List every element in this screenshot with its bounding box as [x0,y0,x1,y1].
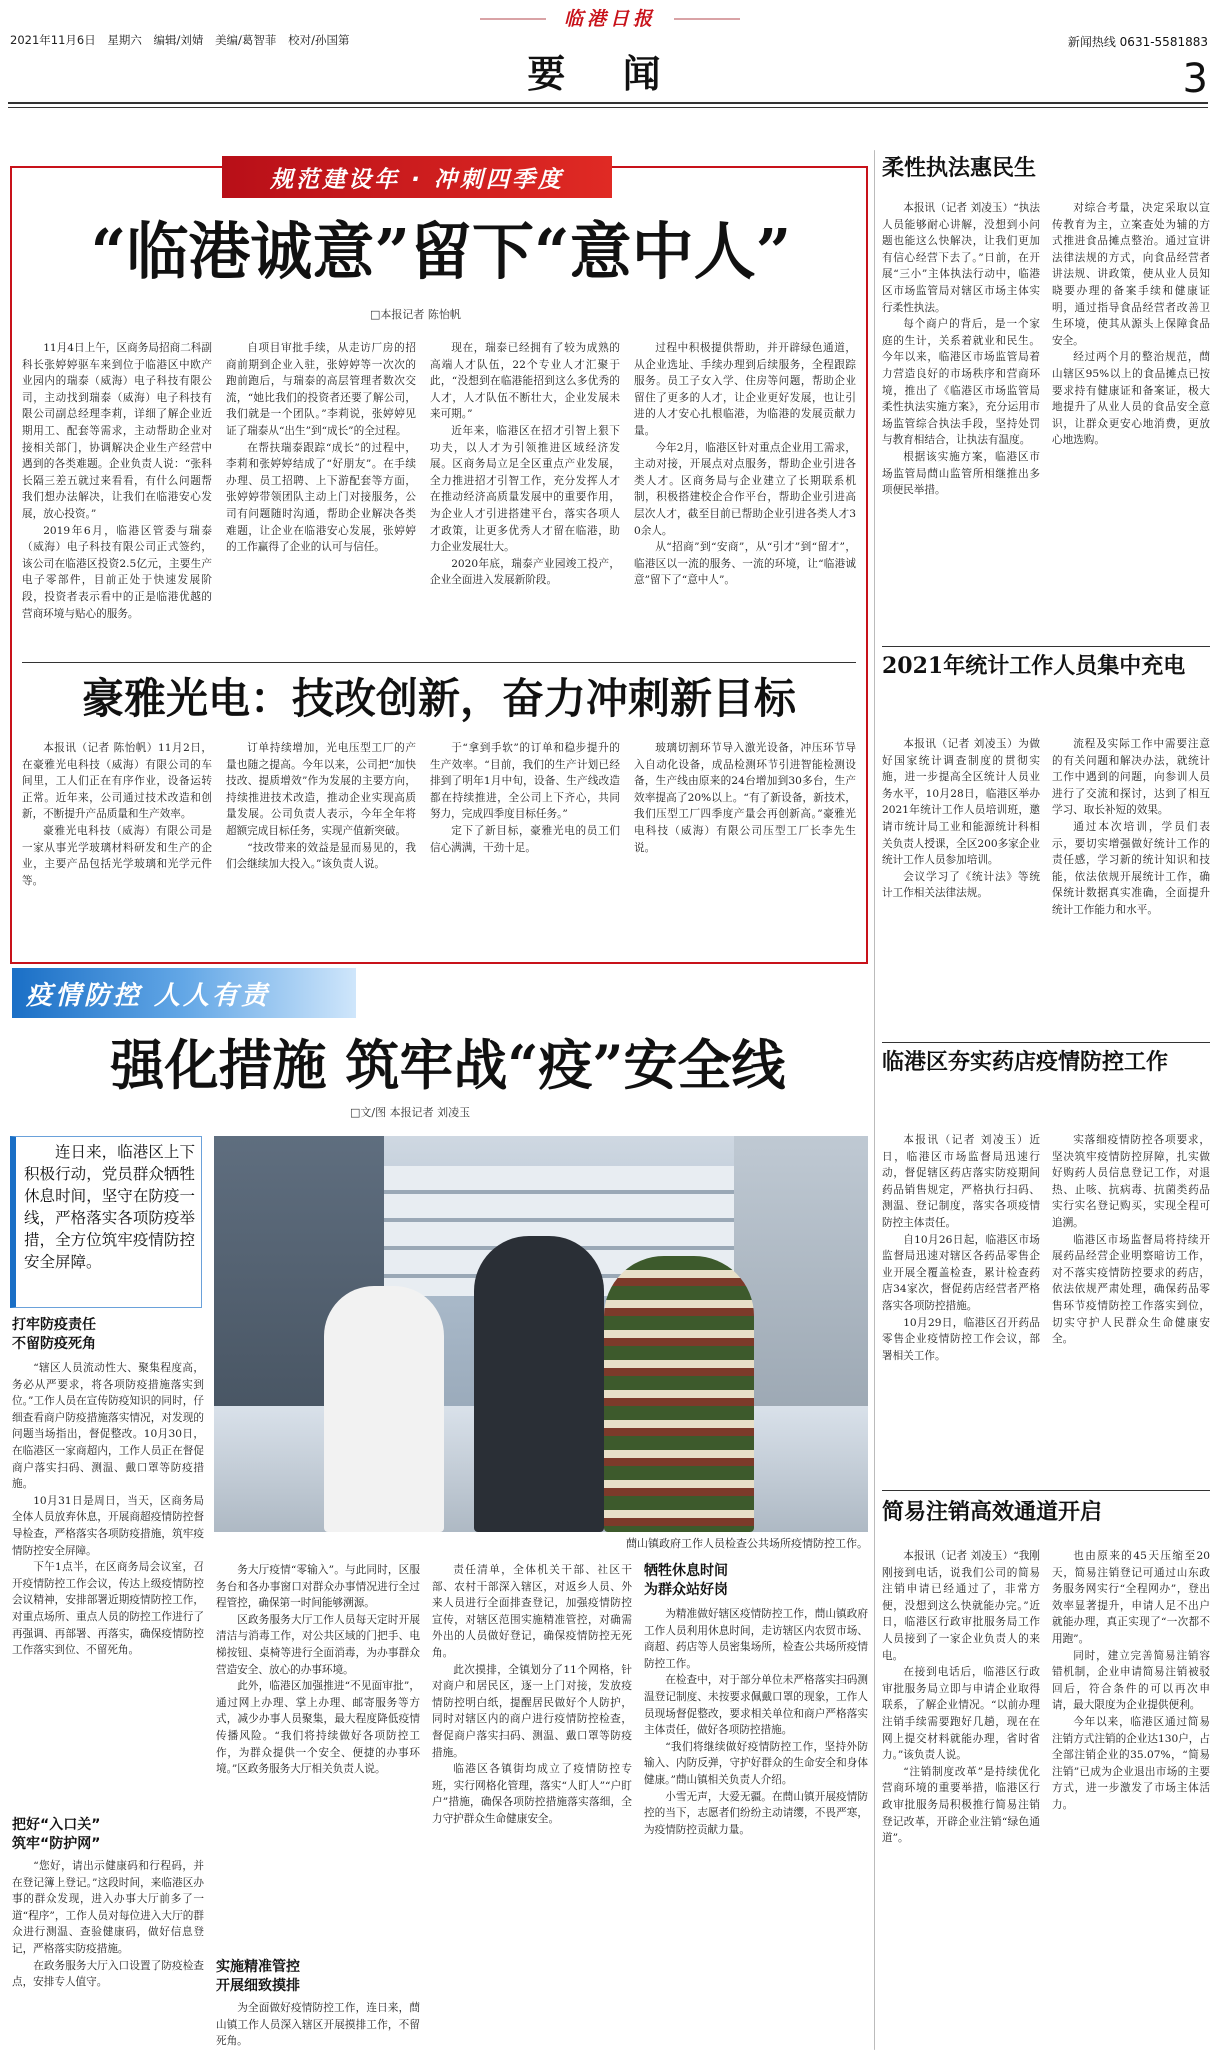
epidemic-subhead-2 [12,1816,202,1856]
epidemic-subhead-4 [216,1958,420,1998]
epidemic-column-2: 务大厅疫情“零输入”。与此同时，区服务台和各办事窗口对群众办事情况进行全过程管控，确保第一时间能够溯源。 区政务服务大厅工作人员每天定时开展清洁与消毒工作，对公共区域的门把手、电梯按钮、桌椅等进行全面消毒，为办事群众营造安全、放心的办事环境。 此外，临港区加强推进“不见面审批”，通过网上办理、掌上办理、邮寄服务等方式，减少办事人员聚集，最大程度降低疫情传播风险。“我们将持续做好各项防控工作，为群众提供一个安全、便捷的办事环境。”区政务服务大厅相关负责人说。 [216,1564,420,1776]
photo-person-official-stripes [604,1256,754,1532]
sidebar-story1-column-2: 对综合考量，决定采取以宣传教育为主，立案查处为辅的方式推进食品摊点整治。通过宣讲法律法规的方式，向食品经营者讲法规、讲政策，使从业人员知晓要办理的备案手续和健康证明，通过指导食品经营者改善卫生环境，使其从源头上保障食品安全。 经过两个月的整治规范，蔄山辖区95%以上的食品摊点已按要求持有健康证和备案证，极大地提升了从业人员的食品安全意识，让群众更安心地消费，更放心地选购。 [1052,202,1210,447]
epidemic-subhead-1-line1: 打牢防疫责任 [12,1317,96,1333]
page-number: 3 [1182,56,1208,102]
epidemic-byline: □文/图 本报记者 刘凌玉 [350,1106,471,1119]
section-title: 要 闻 [527,51,683,96]
sidebar-divider-2 [882,1042,1210,1043]
lead-story-column-3: 现在，瑞泰已经拥有了较为成熟的高端人才队伍，22个专业人才汇聚于此，“没想到在临港能招到这么多优秀的人才，人才队伍不断壮大，企业发展未来可期。” 近年来，临港区在招才引智上狠下功夫，以人才为引领推进区域经济发展。区商务局立足全区重点产业发展，全力推进招才引智工作，充分发挥人才在推动经济高质量发展中的重要作用，为企业人才引进搭建平台，落实各项人才政策，让更多优秀人才留在临港，助力企业发展壮大。 2020年底，瑞泰产业园竣工投产，企业全面进入发展新阶段。 [430,342,620,587]
epidemic-lead-box [10,1136,202,1308]
lead-story-headline: “临港诚意”留下“意中人” [90,215,792,288]
story2-column-1: 本报讯（记者 陈怡帆）11月2日，在豪雅光电科技（威海）有限公司的车间里，工人们正在有序作业，设备运转正常。近年来，公司通过技术改造和创新，不断提升产品质量和生产效率。 豪雅光电科技（威海）有限公司是一家从事光学玻璃材料研发和生产的企业，主要产品包括光学玻璃和光学元件等。 [22,742,212,887]
lead-story-kicker: 规范建设年 · 冲刺四季度 [222,156,612,198]
epidemic-kicker: 疫情防控 人人有责 [12,968,356,1018]
lead-story-column-2: 自项目审批手续，从走访厂房的招商前期到企业入驻，张婷婷等一次次的跑前跑后，与瑞泰的高层管理者数次交流，“她比我们的投资者还要了解公司，我们就是一个团队。”李莉说，张婷婷见证了瑞泰从“出生”到“成长”的全过程。 在帮扶瑞泰跟踪“成长”的过程中，李莉和张婷婷结成了“好朋友”。在手续办理、员工招聘、上下游配套等方面，张婷婷带领团队主动上门对接服务，公司有问题随时沟通，帮助企业解决各类难题，让企业在临港安心发展，张婷婷的工作赢得了企业的认可与信任。 [226,342,416,554]
lead-story-byline: □本报记者 陈怡帆 [370,308,461,321]
proofreader-credit: 校对/孙国第 [288,33,350,47]
photo-person-official-dark [474,1236,604,1532]
epidemic-subhead-1-line2: 不留防疫死角 [12,1336,96,1352]
epidemic-subhead-2-line1: 把好“入口关” [12,1817,101,1833]
epidemic-subhead-4-line2: 开展细致摸排 [216,1978,300,1994]
lead-story-column-1: 11月4日上午，区商务局招商二科副科长张婷婷驱车来到位于临港区中欧产业园内的瑞泰（威海）电子科技有限公司，主动找到瑞泰（威海）电子科技有限公司副总经理李莉，详细了解企业近期用工、配套等需求，主动帮助企业对接相关部门，协调解决企业生产经营中遇到的各类难题。企业负责人说：“张科长隔三差五就过来看看，有什么问题帮我们想办法解决，让我们在临港安心发展，放心投资。” 2019年6月，临港区管委与瑞泰（威海）电子科技有限公司正式签约，该公司在临港区投资2.5亿元，主要生产电子零部件，目前正处于快速发展阶段，投资者表示看中的正是临港优越的营商环境与贴心的服务。 [22,342,212,620]
logo-ornament-right [674,18,740,20]
story2-column-2: 订单持续增加，光电压型工厂的产量也随之提高。今年以来，公司把“加快技改、提质增效”作为发展的主要方向，持续推进技术改造，推动企业实现高质量发展。公司负责人表示，今年全年将超额完成目标任务，实现产值新突破。 “技改带来的效益是显而易见的，我们会继续加大投入。”该负责人说。 [226,742,416,871]
sidebar-story2-column-1: 本报讯（记者 刘凌玉）为做好国家统计调查制度的贯彻实施，进一步提高全区统计人员业务水平，10月28日，临港区举办2021年统计工作人员培训班，邀请市统计局工业和能源统计科相关负责人授课，全区200多家企业统计工作人员参加培训。 会议学习了《统计法》等统计工作相关法律法规。 [882,738,1040,900]
epidemic-column-2b: 为全面做好疫情防控工作，连日来，蔄山镇工作人员深入辖区开展摸排工作，不留死角。 [216,2002,420,2048]
epidemic-subhead-1 [12,1316,202,1356]
sidebar-story3-column-1: 本报讯（记者 刘凌玉）近日，临港区市场监督局迅速行动，督促辖区药店落实防疫期间药品销售规定，严格执行扫码、测温、登记制度，落实各项疫情防控主体责任。 自10月26日起，临港区市场监督局迅速对辖区各药品零售企业开展全覆盖检查，累计检查药店34家次，督促药店经营者严格落实各项防控措施。 10月29日，临港区召开药品零售企业疫情防控工作会议，部署相关工作。 [882,1134,1040,1362]
sidebar-story2-title: 2021年统计工作人员集中充电 [882,653,1186,679]
sidebar-story3-column-2: 实落细疫情防控各项要求，坚决筑牢疫情防控屏障，扎实做好购药人员信息登记工作，对退热、止咳、抗病毒、抗菌类药品实行实名登记购买，实现全程可追溯。 临港区市场监督局将持续开展药品经营企业明察暗访工作，对不落实疫情防控要求的药店，依法依规严肃处理，确保药品零售环节疫情防控工作落实到位，切实守护人民群众生命健康安全。 [1052,1134,1210,1346]
header-dateline [10,30,390,50]
issue-date: 2021年11月6日 [10,33,96,47]
sidebar-vertical-rule [874,150,875,2050]
sidebar-story4-title: 简易注销高效通道开启 [882,1499,1103,1525]
epidemic-subhead-4-line1: 实施精准管控 [216,1959,300,1975]
epidemic-lead-text: 连日来，临港区上下积极行动，党员群众牺牲休息时间，坚守在防疫一线，严格落实各项防疫举措，全方位筑牢疫情防控安全屏障。 [24,1143,195,1271]
epidemic-subhead-3 [644,1562,868,1602]
sidebar-story3-title: 临港区夯实药店疫情防控工作 [882,1049,1169,1075]
epidemic-subhead-3-line1: 牺牲休息时间 [644,1563,728,1579]
logo-ornament-left [480,18,546,20]
editor-credit: 编辑/刘婧 [153,33,204,47]
sidebar-divider-3 [882,1490,1210,1491]
sidebar-story4-column-1: 本报讯（记者 刘凌玉）“我刚刚接到电话，说我们公司的简易注销申请已经通过了，非常方便，没想到这么快就能办完。”近日，临港区行政审批服务局工作人员接到了一家企业负责人的来电。 在接到电话后，临港区行政审批服务局立即与申请企业取得联系，了解企业情况。“以前办理注销手续需要跑好几趟，现在在网上提交材料就能办理，省时省力。”该负责人说。 “注销制度改革”是持续优化营商环境的重要举措，临港区行政审批服务局积极推行简易注销登记改革，开辟企业注销“绿色通道”。 [882,1550,1040,1845]
designer-credit: 美编/葛智菲 [215,33,277,47]
epidemic-subhead-3-line2: 为群众站好岗 [644,1582,728,1598]
news-hotline: 新闻热线 0631-5581883 [1067,35,1208,49]
epidemic-column-3: 责任清单，全体机关干部、社区干部、农村干部深入辖区，对返乡人员、外来人员进行全面排查登记，加强疫情防控宣传，对辖区范围实施精准管控，对确需外出的人员做好登记，确保疫情防控无死角。 此次摸排，全镇划分了11个网格，针对商户和居民区，逐一上门对接，发放疫情防控明白纸，提醒居民做好个人防护，同时对辖区内的商户进行疫情防控检查，督促商户落实扫码、测温、戴口罩等防疫措施。 临港区各镇街均成立了疫情防控专班，实行网格化管理，落实“人盯人”“户盯户”措施，确保各项防控措施落实落细，全力守护群众生命健康安全。 [432,1564,632,1825]
sidebar-story2-column-2: 流程及实际工作中需要注意的有关问题和解决办法，就统计工作中遇到的问题，向参训人员进行了交流和探讨，达到了相互学习、取长补短的效果。 通过本次培训，学员们表示，要切实增强做好统计工作的责任感，学习新的统计知识和技能，依法依规开展统计工作，确保统计数据真实准确，全面提升统计工作能力和水平。 [1052,738,1210,916]
photo-person-pharmacist [324,1286,444,1532]
sidebar-story4-column-2: 也由原来的45天压缩至20天，简易注销登记可通过山东政务服务网实行“全程网办”，登出效率显著提升，申请人足不出户就能办理，真正实现了“一次都不用跑”。 同时，建立完善简易注销容错机制，企业申请简易注销被驳回后，符合条件的可以再次申请，最大限度为企业提供便利。 今年以来，临港区通过简易注销方式注销的企业达130户，占全部注销企业的35.07%，“简易注销”已成为企业退出市场的主要方式，进一步激发了市场主体活力。 [1052,1550,1210,1811]
pharmacy-inspection-photo [214,1136,868,1532]
epidemic-headline: 强化措施 筑牢战“疫”安全线 [110,1033,786,1097]
epidemic-column-1a: “辖区人员流动性大、聚集程度高，务必从严要求，将各项防疫措施落实到位。”工作人员在宣传防疫知识的同时，仔细查看商户防疫措施落实情况，对发现的问题当场指出，督促整改。10月30日，在临港区一家商超内，工作人员正在督促商户落实扫码、测温、戴口罩等防疫措施。 10月31日是周日，当天，区商务局全体人员放弃休息，开展商超疫情防控督导检查，严格落实各项防疫措施，筑牢疫情防控安全屏障。 下午1点半，在区商务局会议室，召开疫情防控工作会议，传达上级疫情防控会议精神，安排部署近期疫情防控工作，对重点场所、重点人员的防控工作进行了再强调、再部署、再落实，确保疫情防控工作落实到位、不留死角。 [12,1362,204,1657]
epidemic-subhead-2-line2: 筑牢“防护网” [12,1836,101,1852]
header-rule-bottom [8,107,1208,108]
issue-weekday: 星期六 [107,33,142,47]
sidebar-divider-1 [882,646,1210,647]
story2-column-4: 玻璃切割环节导入激光设备，冲压环节导入自动化设备，成品检测环节引进智能检测设备，生产线由原来的24台增加到30多台，生产效率提高了20%以上。“有了新设备，新技术，我们压型工厂四季度产量会再创新高。”豪雅光电科技（威海）有限公司压型工厂长李先生说。 [634,742,856,854]
sidebar-story1-title: 柔性执法惠民生 [882,155,1037,181]
epidemic-column-4: 为精准做好辖区疫情防控工作，蔄山镇政府工作人员利用休息时间，走访辖区内农贸市场、商超、药店等人员密集场所，检查公共场所疫情防控工作。 在检查中，对于部分单位未严格落实扫码测温登记制度、未按要求佩戴口罩的现象，工作人员现场督促整改，要求相关单位和商户严格落实主体责任，做好各项防控措施。 “我们将继续做好疫情防控工作，坚持外防输入、内防反弹，守护好群众的生命安全和身体健康。”蔄山镇相关负责人介绍。 小雪无声，大爱无疆。在蔄山镇开展疫情防控的当下，志愿者们纷纷主动请缨，不畏严寒，为疫情防控贡献力量。 [644,1608,868,1836]
story2-headline: 豪雅光电：技改创新，奋力冲刺新目标 [81,674,796,723]
story2-column-3: 于“拿到手软”的订单和稳步提升的生产效率。“目前，我们的生产计划已经排到了明年1月中旬，设备、生产线改造都在持续推进，全公司上下齐心，共同努力，完成四季度目标任务。” 定下了新目标，豪雅光电的员工们信心满满，干劲十足。 [430,742,620,854]
epidemic-column-1b: “您好，请出示健康码和行程码，并在登记簿上登记。”这段时间，来临港区办事的群众发现，进入办事大厅前多了一道“程序”，工作人员对每位进入大厅的群众进行测温、查验健康码，做好信息登记，严格落实防疫措施。 在政务服务大厅入口设置了防疫检查点，安排专人值守。 [12,1860,204,1989]
photo-caption: 蔄山镇政府工作人员检查公共场所疫情防控工作。 [626,1537,868,1550]
lead-story-column-4: 过程中积极提供帮助，并开辟绿色通道，从企业选址、手续办理到后续服务，全程跟踪服务。员工子女入学、住房等问题，帮助企业留住了更多的人才，让企业更好发展，也让引进的人才安心扎根临港，为临港的发展贡献力量。 今年2月，临港区针对重点企业用工需求，主动对接，开展点对点服务，帮助企业引进各类人才。区商务局与企业建立了长期联系机制，积极搭建校企合作平台，帮助企业引进高层次人才，截至目前已帮助企业引进各类人才30余人。 从“招商”到“安商”，从“引才”到“留才”，临港区以一流的服务、一流的环境，让“临港诚意”留下了“意中人”。 [634,342,856,587]
lead-story-divider [22,662,856,663]
paper-name: 临港日报 [563,8,656,30]
header-rule-top [8,102,1208,104]
sidebar-story1-column-1: 本报讯（记者 刘凌玉）“执法人员能够耐心讲解，没想到小问题也能这么快解决，让我们更加有信心经营下去了。”日前，在开展“三小”主体执法行动中，临港区市场监管局对辖区市场主体实行柔性执法。 每个商户的背后，是一个家庭的生计，关系着就业和民生。今年以来，临港区市场监管局着力营造良好的市场秩序和营商环境，推出了《临港区市场监管局柔性执法实施方案》，充分运用市场监管综合执法手段，坚持处罚与教育相结合，让执法有温度。 根据该实施方案，临港区市场监管局蔄山监管所相继推出多项便民举措。 [882,202,1040,497]
paper-logo [440,6,780,34]
